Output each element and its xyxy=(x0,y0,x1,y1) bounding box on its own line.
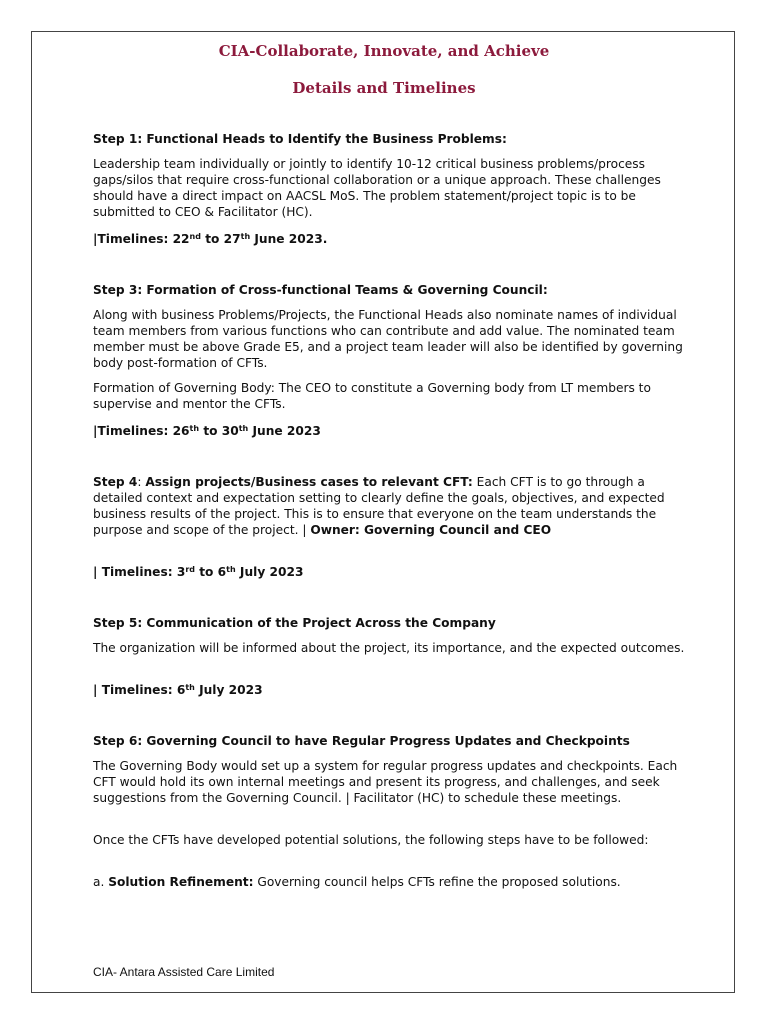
step1-timeline: |Timelines: 22nd to 27th June 2023. xyxy=(93,232,328,246)
step3-heading: Step 3: Formation of Cross-functional Teams & Governing Council: xyxy=(93,283,548,297)
step3-body: Along with business Problems/Projects, the Functional Heads also nominate names of individual team members from various functions who can contribute and add value. The nominated team member must be above Grade E5, and a project team leader will also be identified by governing body post-formation of CFTs. xyxy=(93,308,683,370)
step6-body: The Governing Body would set up a system for regular progress updates and checkpoints. Each CFT would hold its own internal meetings and present its progress, and challenges, and seek suggestions from the Governing Council. | Facilitator (HC) to schedule these meetings. xyxy=(93,759,678,805)
step5-timeline: | Timelines: 6th July 2023 xyxy=(93,683,263,697)
step5-heading: Step 5: Communication of the Project Across the Company xyxy=(93,616,496,630)
step4-paragraph: Step 4: Assign projects/Business cases to relevant CFT: Each CFT is to go through a detailed context and expectation setting to clearly define the goals, objectives, and expected business results of the project. This is to ensure that everyone on the team understands the purpose and scope of the project. | Owner: Governing Council and CEO xyxy=(93,475,665,537)
page-subtitle: Details and Timelines xyxy=(292,79,476,97)
step6-item-a: a. Solution Refinement: Governing council helps CFTs refine the proposed solutions. xyxy=(93,875,621,889)
step5-body: The organization will be informed about the project, its importance, and the expected outcomes. xyxy=(93,641,685,655)
page-title: CIA-Collaborate, Innovate, and Achieve xyxy=(218,42,550,60)
step6-followup: Once the CFTs have developed potential solutions, the following steps have to be followed: xyxy=(93,833,649,847)
step3-governing-body: Formation of Governing Body: The CEO to constitute a Governing body from LT members to supervise and mentor the CFTs. xyxy=(93,381,651,411)
step3-timeline: |Timelines: 26th to 30th June 2023 xyxy=(93,424,321,438)
step1-body: Leadership team individually or jointly to identify 10-12 critical business problems/process gaps/silos that require cross-functional collaboration or a unique approach. These challenges should have a direct impact on AACSL MoS. The problem statement/project topic is to be submitted to CEO & Facilitator (HC). xyxy=(93,157,661,219)
footer-text: CIA- Antara Assisted Care Limited xyxy=(93,965,275,979)
step4-timeline: | Timelines: 3rd to 6th July 2023 xyxy=(93,565,304,579)
step1-heading: Step 1: Functional Heads to Identify the Business Problems: xyxy=(93,132,507,146)
step6-heading: Step 6: Governing Council to have Regular Progress Updates and Checkpoints xyxy=(93,734,630,748)
